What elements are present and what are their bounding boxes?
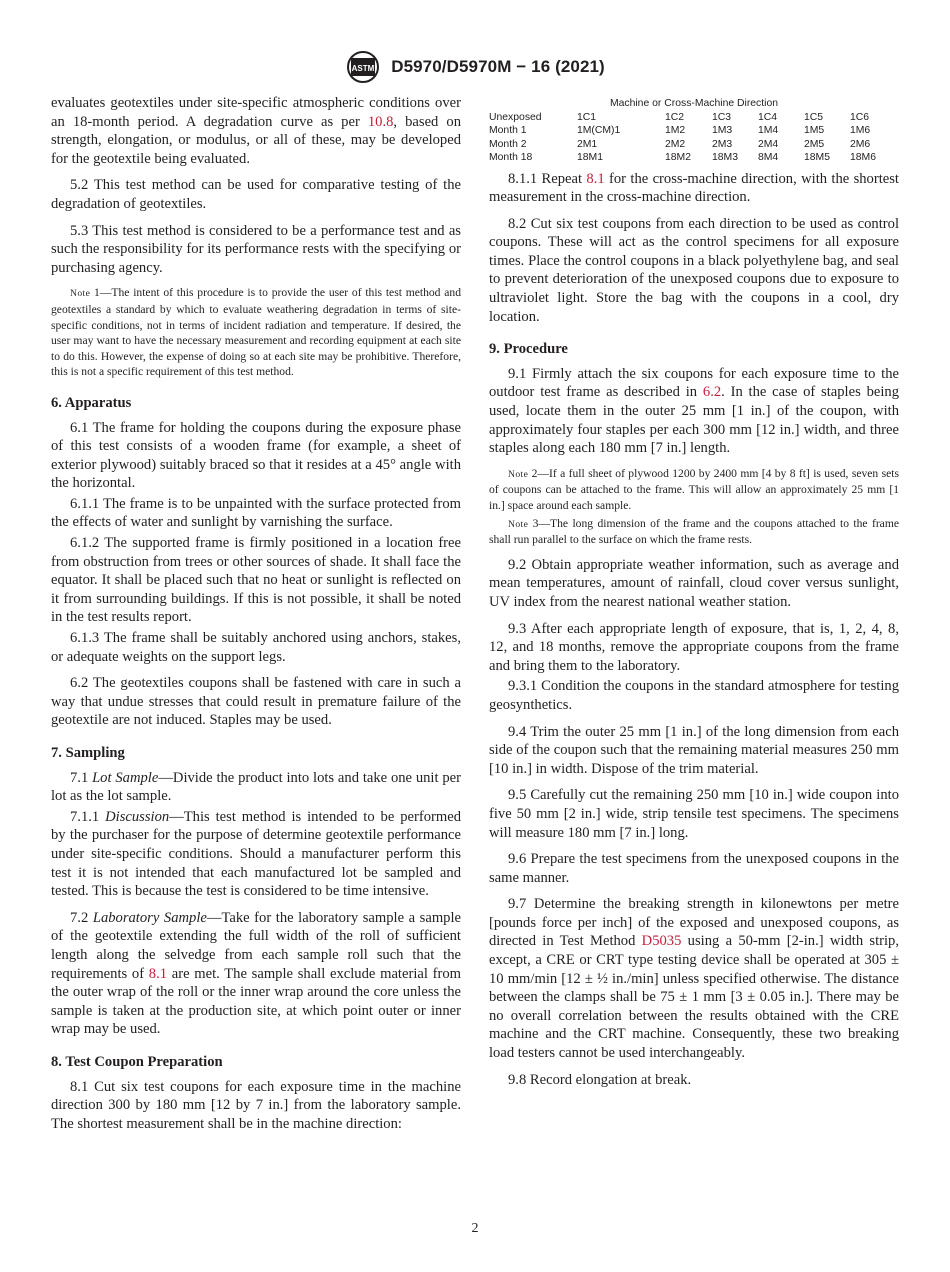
paragraph-9-1: 9.1 Firmly attach the six coupons for each exposure time to the outdoor test frame as described in 6.2. In the case of staples being used, locate them in the outer 25 mm [1 in.] of the coupon, with approximately four staples per each 300 mm [12 in.] width, and three staples along each 180 mm [7 in.] length. bbox=[489, 365, 899, 457]
paragraph-5-2: 5.2 This test method can be used for comparative testing of the degradation of geotextiles. bbox=[51, 177, 461, 212]
paragraph-7-1-1: 7.1.1 Discussion—This test method is intended to be performed by the purchaser for the purpose of determine geotextile performance under site-specific conditions. Should a manufacturer perform this test it is not intended that each manufactured lot be sampled and tested. This is because the test is considered to be time intensive. bbox=[51, 808, 461, 900]
table-row: Month 1 1M(CM)1 1M2 1M3 1M4 1M5 1M6 bbox=[489, 125, 871, 136]
note-2: Note 2—If a full sheet of plywood 1200 by 2400 mm [4 by 8 ft] is used, seven sets of coupons can be attached to the frame. This will allow an approximately 25 mm [1 in.] space around each sample. bbox=[489, 466, 899, 512]
link-10-8[interactable]: 10.8 bbox=[367, 113, 394, 130]
paragraph-9-8: 9.8 Record elongation at break. bbox=[508, 1071, 692, 1088]
paragraph-7-2: 7.2 Laboratory Sample—Take for the laboratory sample a sample of the geotextile extending the full width of the roll of sufficient length along the selvedge from each sample roll such that the requirements of 8.1 are met. The sample shall exclude material from the outer wrap of the roll or the inner wrap around the core unless the sample is taken at the production site, at which point outer or inner wrap may be used. bbox=[51, 909, 462, 1038]
paragraph-6-1-2: 6.1.2 The supported frame is firmly positioned in a location free from obstruction from trees or other sources of shade. It shall face the equator. It shall be placed such that no heat or sunlight is reflected on it from surrounding buildings. If this is not possible, it shall be noted in the test results report. bbox=[51, 535, 461, 626]
astm-logo bbox=[345, 50, 381, 84]
note-3: Note 3—The long dimension of the frame and the coupons attached to the frame shall run parallel to the surface on which the frame rests. bbox=[489, 516, 899, 547]
page-header bbox=[0, 50, 950, 84]
document-designation: D5970/D5970M − 16 (2021) bbox=[391, 57, 605, 76]
paragraph-6-1-1: 6.1.1 The frame is to be unpainted with the surface protected from the effects of water and sunlight by varnishing the surface. bbox=[51, 495, 461, 531]
link-8-1[interactable]: 8.1 bbox=[586, 170, 605, 187]
section-heading-6: 6. Apparatus bbox=[51, 394, 132, 411]
svg-text:ASTM: ASTM bbox=[351, 64, 375, 73]
table-caption: Machine or Cross-Machine Direction bbox=[609, 98, 779, 109]
paragraph-9-3-1: 9.3.1 Condition the coupons in the standard atmosphere for testing geosynthetics. bbox=[489, 678, 899, 713]
paragraph-9-3: 9.3 After each appropriate length of exposure, that is, 1, 2, 4, 8, 12, and 18 months, remove the appropriate coupons from the frame and bring them to the laboratory. bbox=[489, 620, 899, 674]
table-row: Month 2 2M1 2M2 2M3 2M4 2M5 2M6 bbox=[489, 138, 871, 150]
paragraph-7-1: 7.1 Lot Sample—Divide the product into lots and take one unit per lot as the lot sample. bbox=[51, 769, 461, 805]
paragraph-6-1: 6.1 The frame for holding the coupons during the exposure phase of this test consists of a wooden frame (for example, a sheet of exterior plywood) suitably braced so that it resides at a 45° angle with the horizontal. bbox=[51, 419, 461, 492]
right-column bbox=[489, 97, 899, 1089]
table-row: Unexposed 1C1 1C2 1C3 1C4 1C5 1C6 bbox=[489, 111, 870, 123]
link-d5035[interactable]: D5035 bbox=[641, 933, 682, 950]
paragraph-9-2: 9.2 Obtain appropriate weather information, such as average and mean temperatures, amount of rainfall, cloud cover versus sunlight, UV index from the nearest national weather station. bbox=[489, 556, 899, 610]
paragraph-6-2: 6.2 The geotextiles coupons shall be fastened with care in such a way that undue stresses that could result in premature failure of the geotextile are not induced. Staples may be used. bbox=[51, 675, 461, 729]
paragraph-9-7: 9.7 Determine the breaking strength in kilonewtons per metre [pounds force per inch] of the exposed and unexposed coupons, as directed in Test Method D5035 using a 50-mm [2-in.] width strip, except, a CRE or CRT type testing device shall be operated at 305 ± 10 mm/min [12 ± ½ in./min] unless specified otherwise. The distance between the clamps shall be 75 ± 1 mm [3 ± 0.05 in.]. There may be no overall correlation between the results obtained with the CRE machine and the CRT machine. Consequently, these two breaking load testers cannot be used interchangeably. bbox=[489, 896, 899, 1062]
table-row: Month 18 18M1 18M2 18M3 8M4 18M5 18M6 bbox=[489, 152, 876, 163]
paragraph-9-4: 9.4 Trim the outer 25 mm [1 in.] of the long dimension from each side of the coupon such that the remaining material measures 250 mm [10 in.] in width. Dispose of the trim material. bbox=[489, 723, 899, 777]
link-6-2[interactable]: 6.2 bbox=[702, 384, 722, 401]
paragraph-8-1-1: 8.1.1 Repeat 8.1 for the cross-machine direction, with the shortest measurement in the cross-machine direction. bbox=[489, 170, 899, 206]
paragraph-intro: evaluates geotextiles under site-specific atmospheric conditions over an 18-month period. A degradation curve as per 10.8, based on strength, elongation, or modulus, or all of these, may be developed for the geotextile being evaluated. bbox=[51, 95, 461, 167]
left-column bbox=[51, 94, 461, 1133]
note-1: Note 1—The intent of this procedure is to provide the user of this test method and geotextiles a standard by which to evaluate weathering degradation in terms of site-specific conditions, not in terms of incident radiation and temperature. If desired, the user may want to have the necessary measurement and recording equipment at each site to do this. However, the expense of doing so at each site may be prohibitive. Therefore, this is not a specific requirement of this test method. bbox=[51, 286, 461, 379]
paragraph-6-1-3: 6.1.3 The frame shall be suitably anchored using anchors, stakes, or adequate weights on the support legs. bbox=[51, 630, 461, 665]
coupon-designation-table bbox=[489, 97, 899, 165]
section-heading-9: 9. Procedure bbox=[489, 341, 568, 358]
paragraph-8-1: 8.1 Cut six test coupons for each exposure time in the machine direction 300 by 180 mm [12 by 7 in.] from the laboratory sample. The shortest measurement shall be in the machine direction: bbox=[51, 1078, 461, 1132]
page-number: 2 bbox=[471, 1221, 479, 1236]
section-heading-7: 7. Sampling bbox=[51, 745, 125, 761]
paragraph-8-2: 8.2 Cut six test coupons from each direction to be used as control coupons. These will act as the control specimens for all exposure times. Place the control coupons in a black polyethylene bag, and seal to prevent deterioration of the unexposed coupons due to exposure to ultraviolet light. Store the bag with the coupons in a cool, dry location. bbox=[489, 215, 899, 325]
paragraph-9-6: 9.6 Prepare the test specimens from the unexposed coupons in the same manner. bbox=[489, 851, 899, 886]
paragraph-5-3: 5.3 This test method is considered to be a performance test and as such the responsibility for its performance rests with the specifying or purchasing agency. bbox=[51, 222, 461, 276]
link-8-1[interactable]: 8.1 bbox=[148, 965, 168, 982]
section-heading-8: 8. Test Coupon Preparation bbox=[51, 1053, 223, 1070]
paragraph-9-5: 9.5 Carefully cut the remaining 250 mm [10 in.] wide coupon into five 50 mm [2 in.] wide, strip tensile test specimens. The specimens will measure 180 mm [7 in.] long. bbox=[489, 787, 899, 841]
